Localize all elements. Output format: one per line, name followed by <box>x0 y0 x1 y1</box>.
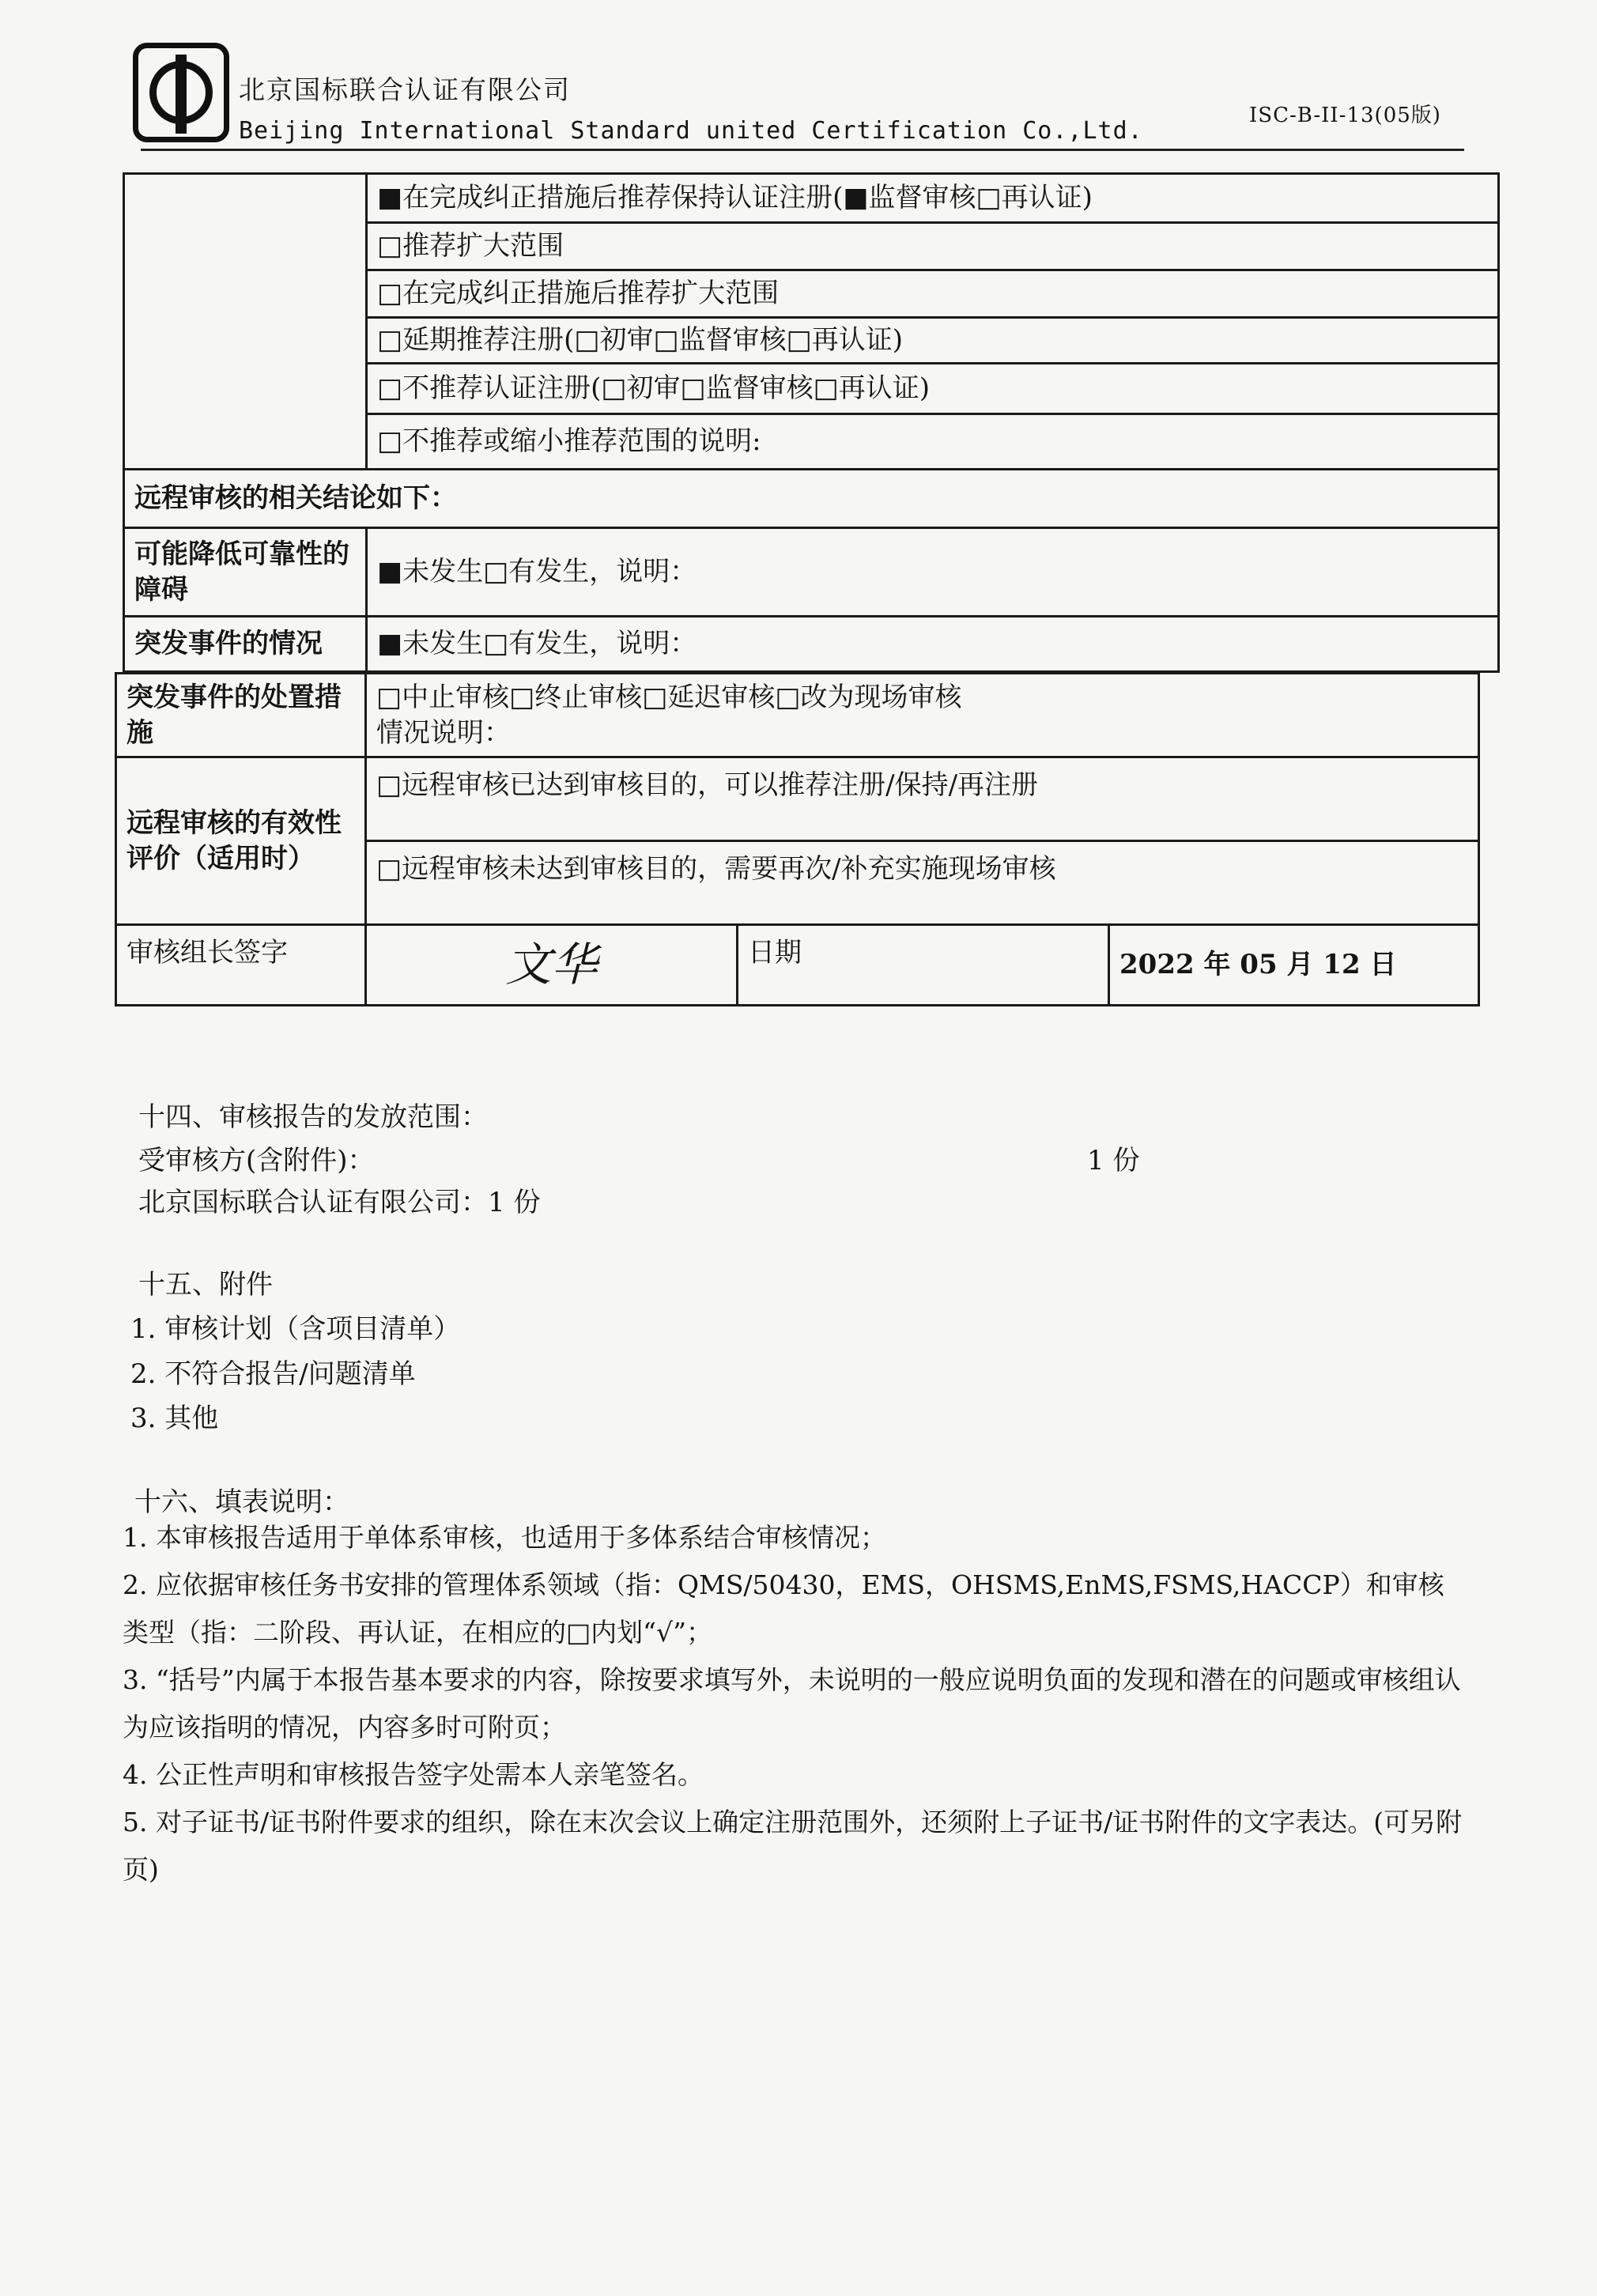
company-logo <box>133 43 229 142</box>
instruction-item: 1. 本审核报告适用于单体系审核，也适用于多体系结合审核情况； <box>123 1522 886 1553</box>
instruction-list <box>123 1514 1467 1894</box>
instruction-item: 4. 公正性声明和审核报告签字处需本人亲笔签名。 <box>123 1759 704 1790</box>
reliability-obstacle-value: ■未发生□有发生，说明： <box>367 528 1499 617</box>
instruction-item: 2. 应依据审核任务书安排的管理体系领域（指：QMS/50430，EMS，OHSMS,EnMS,FSMS,HACCP）和审核类型（指：二阶段、再认证，在相应的□内划“√”； <box>123 1569 1444 1648</box>
recommendation-option: □不推荐或缩小推荐范围的说明: <box>367 414 1499 470</box>
date-label: 日期 <box>738 925 1109 1006</box>
section14-line2: 北京国标联合认证有限公司：1 份 <box>138 1187 541 1218</box>
emergency-handling-options: □中止审核□终止审核□延迟审核□改为现场审核 <box>376 682 962 714</box>
section15-title: 十五、附件 <box>138 1269 273 1301</box>
attachment-item: 1. 审核计划（含项目清单） <box>130 1313 461 1345</box>
emergency-handling-cell <box>366 674 1479 757</box>
emergency-label: 突发事件的情况 <box>124 617 367 672</box>
recommendation-table <box>123 172 1500 673</box>
section16-title: 十六、填表说明： <box>134 1486 349 1518</box>
recommendation-option: □在完成纠正措施后推荐扩大范围 <box>367 270 1499 318</box>
recommendation-option: ■在完成纠正措施后推荐保持认证注册(■监督审核□再认证) <box>367 174 1499 223</box>
emergency-value: ■未发生□有发生，说明： <box>367 617 1499 672</box>
company-name-en: Beijing International Standard united Certification Co.,Ltd. <box>239 117 1143 145</box>
recommendation-option: □不推荐认证注册(□初审□监督审核□再认证) <box>367 364 1499 414</box>
remote-audit-table <box>115 672 1480 1006</box>
section14-line1-count: 1 份 <box>1087 1145 1140 1176</box>
recommendation-label-cell <box>124 174 367 470</box>
section14-title: 十四、审核报告的发放范围： <box>138 1101 488 1133</box>
emergency-handling-note: 情况说明： <box>376 716 511 749</box>
attachment-item: 2. 不符合报告/问题清单 <box>130 1358 416 1390</box>
date-value: 2022 年 05 月 12 日 <box>1109 925 1479 1006</box>
header-divider <box>141 149 1464 151</box>
signature: 文华 <box>366 925 738 1006</box>
section14-line1-label: 受审核方(含附件)： <box>138 1145 375 1176</box>
instruction-item: 3. “括号”内属于本报告基本要求的内容，除按要求填写外，未说明的一般应说明负面的发现和潜在的问题或审核组认为应该指明的情况，内容多时可附页； <box>123 1664 1461 1743</box>
emergency-handling-label: 突发事件的处置措施 <box>116 674 366 757</box>
validity-label: 远程审核的有效性评价（适用时） <box>116 757 366 925</box>
recommendation-option: □推荐扩大范围 <box>367 223 1499 270</box>
validity-option-a: □远程审核已达到审核目的，可以推荐注册/保持/再注册 <box>366 757 1479 841</box>
reliability-obstacle-label: 可能降低可靠性的障碍 <box>124 528 367 617</box>
document-code: ISC-B-II-13(05版) <box>1249 104 1441 127</box>
remote-audit-heading: 远程审核的相关结论如下： <box>124 470 1499 528</box>
company-name-cn: 北京国标联合认证有限公司 <box>239 74 571 105</box>
instruction-item: 5. 对子证书/证书附件要求的组织，除在末次会议上确定注册范围外，还须附上子证书/证书附件的文字表达。(可另附页) <box>123 1807 1463 1885</box>
sign-label: 审核组长签字 <box>116 925 366 1006</box>
recommendation-option: □延期推荐注册(□初审□监督审核□再认证) <box>367 318 1499 364</box>
attachment-item: 3. 其他 <box>130 1403 219 1434</box>
validity-option-b: □远程审核未达到审核目的，需要再次/补充实施现场审核 <box>366 841 1479 925</box>
